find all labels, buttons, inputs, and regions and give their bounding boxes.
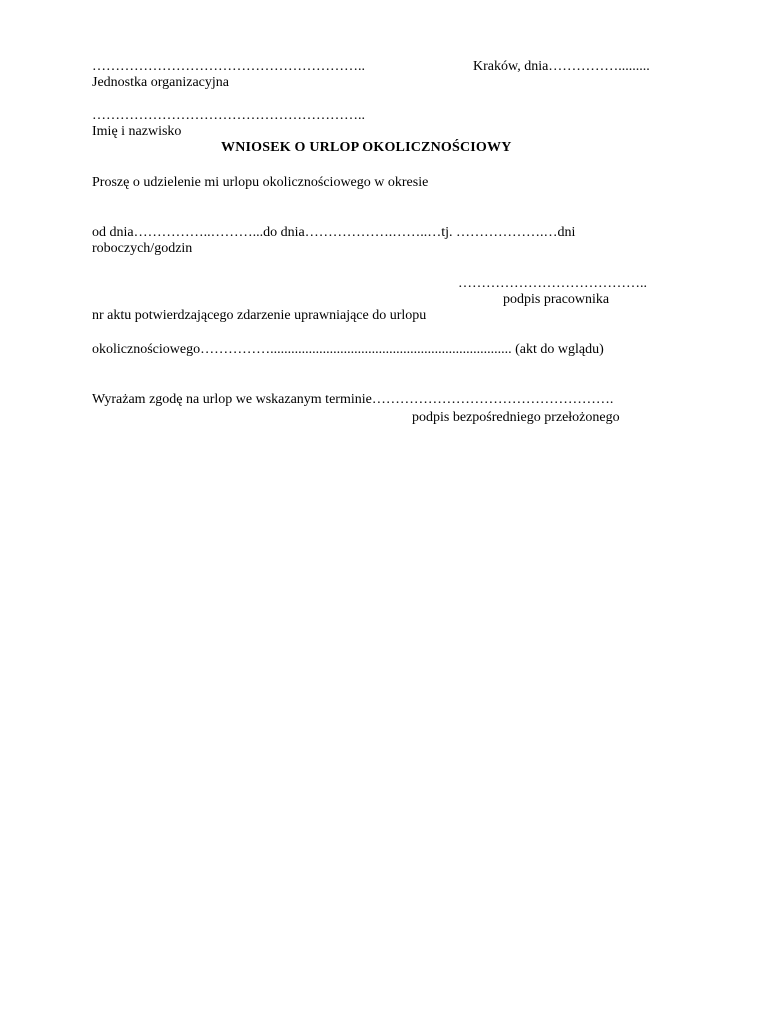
employee-signature-label: podpis pracownika	[503, 292, 610, 307]
name-dots: …………………………………………………..	[92, 108, 365, 123]
period-line: od dnia……………..………...do dnia……………….……..…tj. ……………….…dni	[92, 225, 576, 240]
act-line: okolicznościowego……………..................................................................... (akt do wglądu)	[92, 342, 604, 357]
request-text: Proszę o udzielenie mi urlopu okolicznościowego w okresie	[92, 175, 429, 190]
period-unit: roboczych/godzin	[92, 241, 193, 256]
act-text: nr aktu potwierdzającego zdarzenie uprawniające do urlopu	[92, 308, 427, 323]
employee-signature-dots: …………………………………..	[458, 276, 647, 291]
unit-label: Jednostka organizacyjna	[92, 75, 229, 90]
place-date: Kraków, dnia…………….........	[473, 59, 650, 74]
unit-dots: …………………………………………………..	[92, 59, 365, 74]
form-title: WNIOSEK O URLOP OKOLICZNOŚCIOWY	[221, 140, 512, 155]
supervisor-signature-label: podpis bezpośredniego przełożonego	[412, 410, 620, 425]
consent-line: Wyrażam zgodę na urlop we wskazanym terminie…………………………………………….	[92, 392, 614, 407]
name-label: Imię i nazwisko	[92, 124, 182, 139]
